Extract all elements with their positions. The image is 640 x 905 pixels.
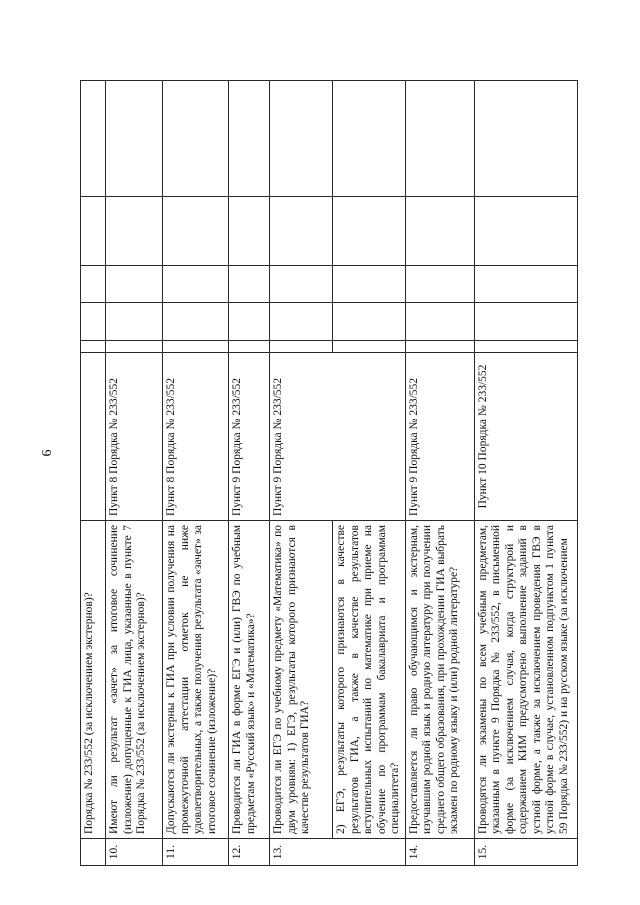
table-cell [106, 197, 163, 266]
question-text: 2) ЕГЭ, результаты которого признаются в качестве результатов ГИА, а также в качестве результатов вступительных испытаний по математике при приеме на обучение по программам бакалавриата и программам специалитета? [333, 521, 406, 839]
row-number: 14. [405, 839, 474, 866]
question-text: Проводится ли ГИА в форме ЕГЭ и (или) ГВЭ по учебным предметам «Русский язык» и «Математика»? [229, 521, 270, 839]
table-cell [474, 341, 577, 353]
table-cell [229, 303, 270, 341]
table-cell [270, 197, 333, 266]
reference-text: Пункт 9 Порядка № 233/552 [229, 353, 270, 521]
checklist-table [80, 80, 578, 866]
header-question-cell: Порядка № 233/552 (за исключением экстернов)? [81, 521, 106, 839]
table-cell [474, 303, 577, 341]
table-cell [333, 266, 406, 303]
rotated-table-container [80, 81, 615, 866]
question-text: Допускаются ли экстерны к ГИА при условии получения на промежуточной аттестации отметок не ниже удовлетворительных, а также получения результата «зачет» за итоговое сочинение (изложение)? [163, 521, 229, 839]
reference-text: Пункт 9 Порядка № 233/552 [270, 353, 406, 521]
reference-text: Пункт 10 Порядка № 233/552 [474, 353, 577, 521]
table-cell [270, 266, 333, 303]
reference-text: Пункт 8 Порядка № 233/552 [106, 353, 163, 521]
table-cell [106, 341, 163, 353]
table-cell [270, 81, 333, 197]
table-row [81, 81, 106, 866]
table-cell [106, 266, 163, 303]
table-row [474, 81, 577, 866]
table-cell [229, 341, 270, 353]
table-cell [229, 81, 270, 197]
table-cell [333, 81, 406, 197]
table-cell [474, 81, 577, 197]
table-cell [405, 197, 474, 266]
table-row [405, 81, 474, 866]
table-cell [106, 81, 163, 197]
table-cell [333, 341, 406, 353]
table-cell [405, 303, 474, 341]
table-cell [81, 266, 106, 303]
reference-text: Пункт 8 Порядка № 233/552 [163, 353, 229, 521]
table-cell [81, 197, 106, 266]
page-number: 6 [40, 449, 55, 457]
table-cell [81, 341, 106, 353]
table-cell [81, 353, 106, 521]
table-row [106, 81, 163, 866]
table-cell [81, 839, 106, 866]
table-row [229, 81, 270, 866]
table-cell [229, 266, 270, 303]
row-number: 13. [270, 839, 406, 866]
table-cell [163, 81, 229, 197]
row-number: 10. [106, 839, 163, 866]
row-number: 12. [229, 839, 270, 866]
table-cell [270, 303, 333, 341]
table-cell [163, 266, 229, 303]
table-cell [163, 197, 229, 266]
table-cell [81, 81, 106, 197]
table-cell [229, 197, 270, 266]
table-row [163, 81, 229, 866]
table-cell [81, 303, 106, 341]
row-number: 15. [474, 839, 577, 866]
table-cell [270, 341, 333, 353]
question-text: Имеют ли результат «зачет» за итоговое сочинение (изложение) допущенные к ГИА лица, указанные в пункте 7 Порядка № 233/552 (за исключением экстернов)? [106, 521, 163, 839]
table-cell [405, 266, 474, 303]
row-number: 11. [163, 839, 229, 866]
reference-text: Пункт 9 Порядка № 233/552 [405, 353, 474, 521]
question-text: Проводятся ли экзамены по всем учебным предметам, указанным в пункте 9 Порядка № 233/552, в письменной форме (за исключением случая, когда структурой и содержанием КИМ предусмотрено выполнение заданий в устной форме, а также за исключением проведения ГВЭ в устной форме в случае, установленном подпунктом 1 пункта 59 Порядка № 233/552) и на русском языке (за исключением [474, 521, 577, 839]
table-cell [474, 197, 577, 266]
table-cell [163, 341, 229, 353]
question-text: Предоставляется ли право обучающимся и экстернам, изучавшим родной язык и родную литературу при получении среднего общего образования, при прохождении ГИА выбрать экзамен по родному языку и (или) родной литературе? [405, 521, 474, 839]
table-cell [405, 341, 474, 353]
question-text: Проводится ли ЕГЭ по учебному предмету «Математика» по двум уровням: 1) ЕГЭ, результаты которого признаются в качестве результатов ГИА? [270, 521, 333, 839]
table-cell [163, 303, 229, 341]
table-cell [405, 81, 474, 197]
table-cell [333, 197, 406, 266]
table-row [270, 81, 333, 866]
table-cell [106, 303, 163, 341]
table-cell [333, 303, 406, 341]
table-cell [474, 266, 577, 303]
